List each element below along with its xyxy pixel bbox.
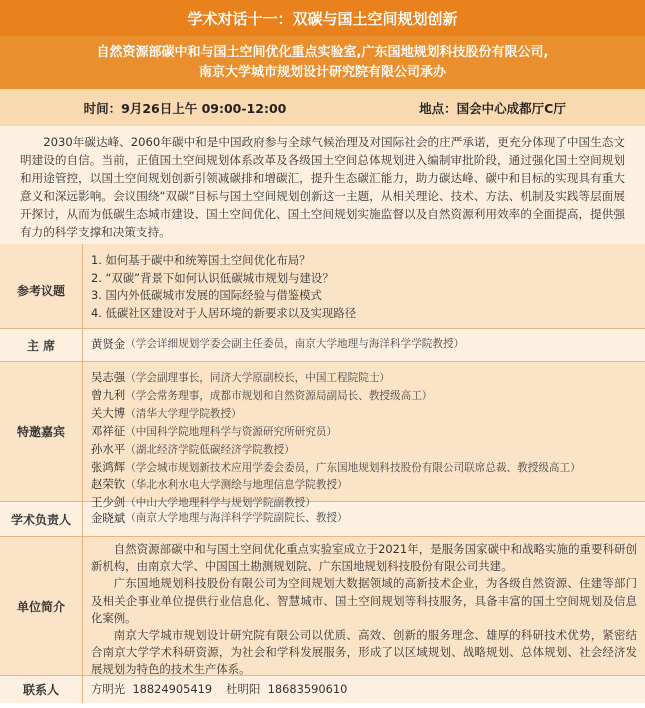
units-label: 单位简介 <box>16 600 65 615</box>
guest-item <box>91 387 637 405</box>
guest-item <box>91 423 637 441</box>
guest-affiliation: （学会常务理事，成都市规划和自然资源局副局长、教授级高工） <box>125 389 433 402</box>
units-description <box>82 537 645 675</box>
chair-row <box>0 329 645 362</box>
intro-paragraph: 2030年碳达峰、2060年碳中和是中国政府参与全球气候治理及对国际社会的庄严承诺，更充分体现了中国生态文明建设的自信。当前，正值国土空间规划体系改革及各级国土空间总体规划进入编制审批阶段，通过强化国土空间规划和用途管控，以国土空间规划创新引领减碳排和增碳汇，提升生态碳汇能力，助力碳达峰、碳中和目标的实现具有重大意义和深远影响。会议围绕“双碳”目标与国土空间规划创新这一主题，从相关理论、技术、方法、机制及实践等层面展开探讨，从而为低碳生态城市建设、国土空间优化、国土空间规划实施监督以及自然资源利用效率的全面提高，提供强有力的科学支撑和决策支持。 <box>0 126 645 244</box>
organizer-line-1: 自然资源部碳中和与国土空间优化重点实验室,广东国地规划科技股份有限公司, <box>96 44 549 60</box>
contact-row <box>0 676 645 703</box>
page-title: 学术对话十一：双碳与国土空间规划创新 <box>0 0 645 36</box>
topic-item: 2. “双碳”背景下如何认识低碳城市规划与建设？ <box>91 270 334 285</box>
guest-item <box>91 441 637 459</box>
guest-name: 赵荣钦 <box>91 477 126 492</box>
guest-affiliation: （清华大学理学院教授） <box>125 407 242 420</box>
guest-item <box>91 459 637 477</box>
unit-paragraph: 南京大学城市规划设计研究院有限公司以优质、高效、创新的服务理念、雄厚的科研技术优势，紧密结合南京大学学术科研资源，为社会和学科发展服务，形成了以区域规划、战略规划、总体规划、社会经济发展规划为特色的技术生产体系。 <box>91 628 637 677</box>
contact-phone: 18683590610 <box>267 681 348 696</box>
responsible-name: 金晓斌 <box>91 511 126 526</box>
contact-name: 方明光 <box>91 681 126 696</box>
units-row <box>0 537 645 676</box>
guest-name: 张鸿辉 <box>91 459 126 474</box>
contact-label: 联系人 <box>22 683 59 697</box>
guests-row <box>0 362 645 510</box>
chair-affiliation: （学会详细规划学委会副主任委员，南京大学地理与海洋科学学院教授） <box>125 338 465 351</box>
guest-name: 吴志强 <box>91 370 126 384</box>
guest-item <box>91 369 637 387</box>
topic-item: 1. 如何基于碳中和统筹国土空间优化布局？ <box>91 253 311 267</box>
guest-affiliation: （中国科学院地理科学与资源研究所研究员） <box>125 425 338 438</box>
responsible-affiliation: （南京大学地理与海洋科学学院副院长、教授） <box>125 512 348 525</box>
guest-affiliation: （湖北经济学院低碳经济学院教授） <box>125 443 295 456</box>
unit-paragraph: 广东国地规划科技股份有限公司为空间规划大数据领域的高新技术企业，为各级自然资源、住建等部门及相关企事业单位提供行业信息化、智慧城市、国土空间规划等科技服务，具备丰富的国土空间规划及信息化案例。 <box>91 576 637 625</box>
guest-name: 王少剑 <box>91 495 126 510</box>
guest-name: 曾九利 <box>91 387 126 402</box>
chair-content <box>82 329 645 361</box>
organizer-line-2: 南京大学城市规划设计研究院有限公司承办 <box>198 64 446 80</box>
guests-list <box>82 362 645 510</box>
topic-item: 3. 国内外低碳城市发展的国际经验与借鉴模式 <box>91 288 322 302</box>
guest-affiliation: （华北水利水电大学测绘与地理信息学院教授） <box>125 479 348 492</box>
guest-affiliation: （学会城市规划新技术应用学委会委员，广东国地规划科技股份有限公司联席总裁、教授级高工） <box>125 461 581 474</box>
guest-affiliation: （中山大学地理科学与规划学院副教授） <box>125 497 316 510</box>
guest-affiliation: （学会副理事长，同济大学原副校长，中国工程院院士） <box>125 372 391 384</box>
responsible-content <box>82 502 645 536</box>
responsible-row <box>0 502 645 537</box>
topic-item: 4. 低碳社区建设对于人居环境的新要求以及实现路径 <box>91 305 357 320</box>
guest-name: 关大博 <box>91 405 126 420</box>
chair-label: 主 席 <box>26 338 56 353</box>
contact-name: 杜明阳 <box>226 681 261 696</box>
contact-phone: 18824905419 <box>132 681 213 696</box>
organizer-banner <box>0 36 645 89</box>
chair-name: 黄贤金 <box>91 337 126 352</box>
contact-content <box>82 676 645 703</box>
responsible-label: 学术负责人 <box>10 512 71 527</box>
guests-label: 特邀嘉宾 <box>16 425 65 439</box>
event-time: 时间：9月26日上午 09:00-12:00 <box>83 100 287 116</box>
unit-paragraph: 自然资源部碳中和与国土空间优化重点实验室成立于2021年，是服务国家碳中和战略实施的重要科研创新机构，由南京大学、中国国土勘测规划院、广东国地规划科技股份有限公司共建。 <box>91 542 637 574</box>
topics-list <box>82 244 645 328</box>
schedule-bar <box>0 89 645 126</box>
topics-label: 参考议题 <box>16 283 65 298</box>
guest-item <box>91 405 637 423</box>
event-venue: 地点：国会中心成都厅C厅 <box>419 100 566 116</box>
guest-item <box>91 476 637 494</box>
guest-name: 孙水平 <box>91 441 126 456</box>
topics-row <box>0 244 645 329</box>
guest-name: 邓祥征 <box>91 423 126 438</box>
